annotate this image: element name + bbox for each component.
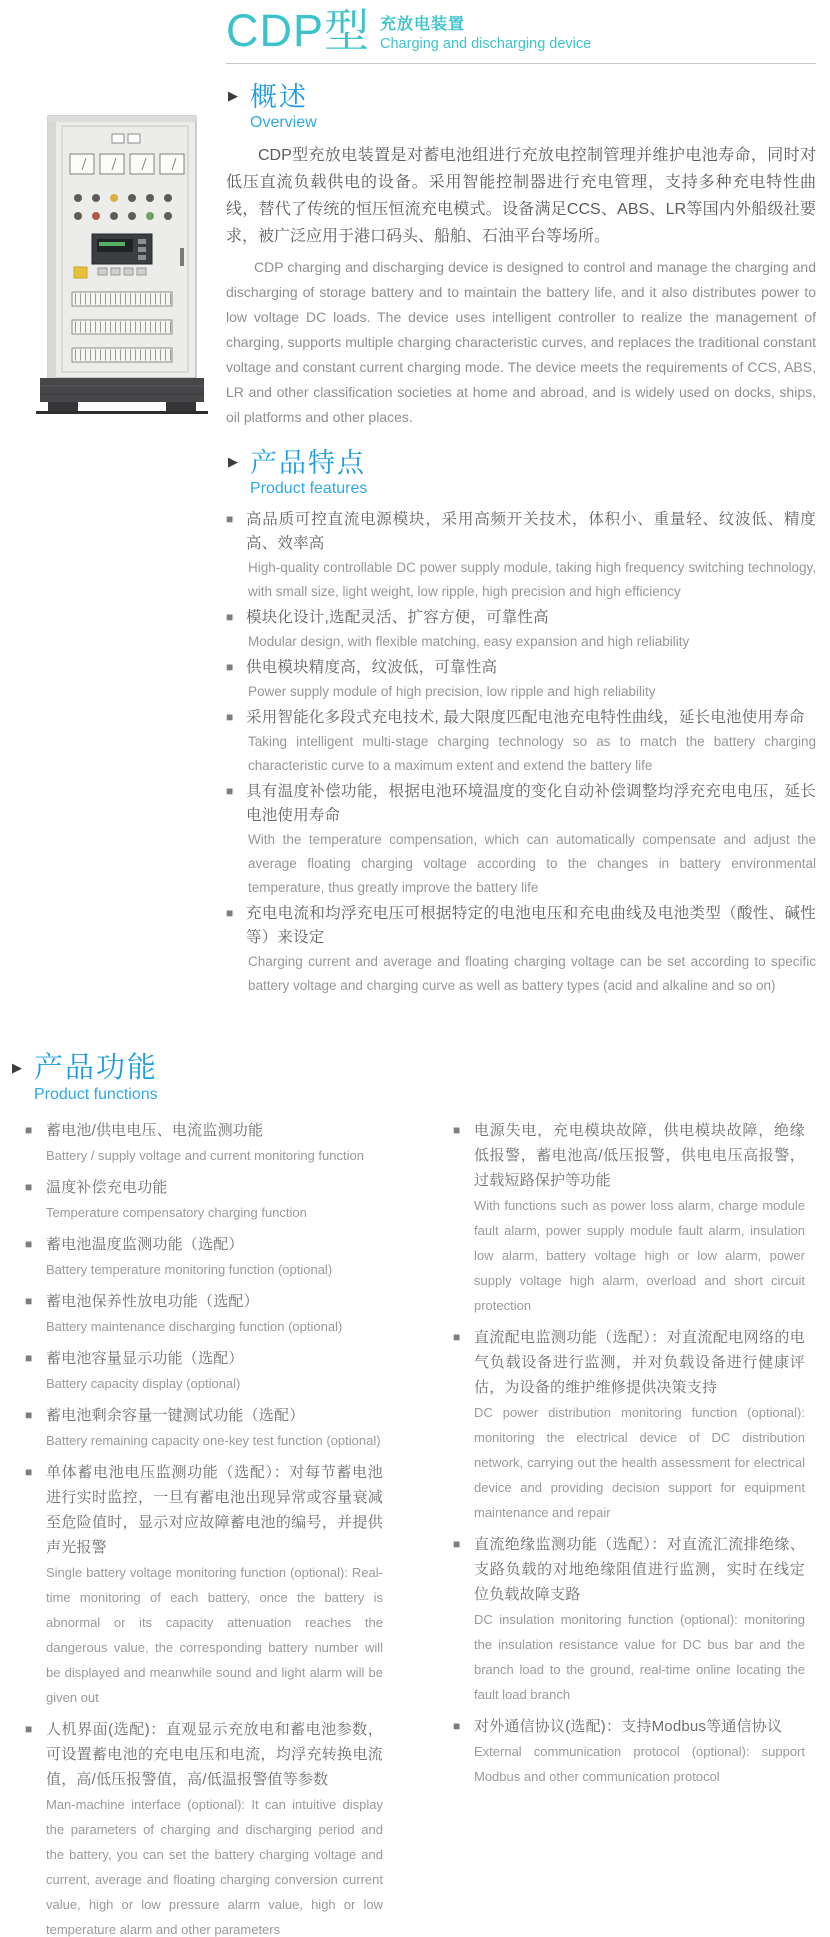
function-text-en: DC insulation monitoring function (optional): monitoring the insulation resistance value for DC bus bar and the branch load to the ground, real-time online locating the fault load branch [474,1612,805,1703]
section-marker-icon: ▶ [12,1060,22,1075]
function-text-cn: 温度补偿充电功能 [46,1179,168,1197]
feature-text-en: With the temperature compensation, which can automatically compensate and adjust the average floating charging voltage according to the changes in battery environmental temperature, thus greatly improve the battery life [248,832,816,896]
bullet-square-icon: ■ [25,1408,33,1423]
product-name-en: Charging and discharging device [380,36,592,52]
feature-text-en: High-quality controllable DC power supply module, taking high frequency switching technology, with small size, light weight, low ripple, high precision and high efficiency [248,560,816,600]
bullet-square-icon: ■ [25,1722,33,1737]
function-text-cn: 蓄电池温度监测功能（选配） [46,1236,244,1254]
features-list [226,508,816,998]
feature-item [226,508,816,604]
function-text-en: Battery remaining capacity one-key test function (optional) [46,1433,381,1449]
functions-columns [10,1118,816,1937]
functions-section-header [10,1052,816,1104]
function-text-cn: 电源失电，充电模块故障，供电模块故障，绝缘低报警，蓄电池高/低压报警，供电电压高报警，过载短路保护等功能 [474,1122,805,1190]
features-section-header [226,448,816,498]
feature-text-en: Taking intelligent multi-stage charging technology so as to match the battery charging characteristic curve to a maximum extent and extend the battery life [248,734,816,774]
bullet-square-icon: ■ [226,610,234,625]
bullet-square-icon: ■ [25,1237,33,1252]
bullet-square-icon: ■ [226,660,234,675]
function-item [453,1118,805,1318]
feature-item [226,606,816,654]
warning-label [74,267,87,278]
function-text-en: Battery temperature monitoring function (optional) [46,1262,333,1278]
functions-title: 产品功能 [34,1052,159,1084]
section-marker-icon: ▶ [228,88,238,103]
feature-item [226,656,816,704]
function-item [25,1346,383,1396]
function-text-en: Battery maintenance discharging function (optional) [46,1319,343,1335]
main-column [226,5,816,998]
function-item [453,1714,805,1789]
function-text-en: With functions such as power loss alarm, charge module fault alarm, power supply module fault alarm, insulation low alarm, battery voltage high or low alarm, power supply voltage high alarm, overload and short circuit protection [474,1198,805,1314]
bullet-square-icon: ■ [25,1294,33,1309]
page-title [226,5,816,56]
features-title: 产品特点 [250,448,366,479]
bullet-square-icon: ■ [453,1719,461,1734]
bullet-square-icon: ■ [25,1351,33,1366]
feature-text-cn: 充电电流和均浮充电压可根据特定的电池电压和充电曲线及电池类型（酸性、碱性等）来设定 [246,905,816,947]
function-item [25,1118,383,1168]
bullet-square-icon: ■ [453,1123,461,1138]
functions-column-right [453,1118,805,1937]
function-item [25,1460,383,1710]
function-text-cn: 蓄电池剩余容量一键测试功能（选配） [46,1407,305,1425]
function-text-en: DC power distribution monitoring function (optional): monitoring the electrical device of DC distribution network, carrying out the health assessment for electrical device and providing decision support for equipment maintenance and repair [474,1405,805,1521]
function-item [25,1403,383,1453]
bullet-square-icon: ■ [226,710,234,725]
cabinet-vents [72,292,172,362]
overview-paragraph-en: CDP charging and discharging device is designed to control and manage the charging and discharging of storage battery and to maintain the battery life, and it also distributes power to low voltage DC loads. The device uses intelligent controller to realize the management of charging, supports multiple charging characteristic curves, and replaces the traditional constant voltage and constant current charging mode. The device meets the requirements of CCS, ABS, LR and other classification societies at home and abroad, and is widely used on docks, ships, oil platforms and other places. [226,259,816,426]
cabinet-base [36,378,208,414]
product-photo [28,110,216,432]
bullet-square-icon: ■ [453,1537,461,1552]
function-text-en: Single battery voltage monitoring function (optional): Real-time monitoring of each battery, once the battery is abnormal or its capacity attenuation reaches the dangerous value, the corresponding battery number will be displayed and meanwhile sound and light alarm will be given out [46,1565,383,1706]
bullet-square-icon: ■ [226,784,234,799]
cabinet-illustration [28,110,216,432]
title-subtitle [380,8,591,52]
function-text-cn: 蓄电池保养性放电功能（选配） [46,1293,259,1311]
bullet-square-icon: ■ [453,1330,461,1345]
bullet-square-icon: ■ [226,512,234,527]
functions-section [10,1052,816,1937]
function-item [25,1289,383,1339]
bullet-square-icon: ■ [25,1465,33,1480]
overview-title: 概述 [250,82,308,112]
features-subtitle: Product features [250,480,368,498]
feature-item [226,902,816,998]
overview-subtitle: Overview [250,114,317,132]
function-text-en: Battery capacity display (optional) [46,1376,241,1392]
function-text-cn: 蓄电池容量显示功能（选配） [46,1350,244,1368]
feature-text-cn: 具有温度补偿功能，根据电池环境温度的变化自动补偿调整均浮充充电电压，延长电池使用寿命 [246,783,816,825]
function-text-en: Battery / supply voltage and current monitoring function [46,1148,364,1164]
function-item [25,1717,383,1937]
function-item [453,1325,805,1525]
feature-text-en: Charging current and average and floating charging voltage can be set according to specific battery voltage and charging curve as well as battery types (acid and alkaline and so on) [248,954,816,994]
feature-item [226,780,816,900]
functions-subtitle: Product functions [34,1086,158,1104]
overview-paragraph-cn: CDP型充放电装置是对蓄电池组进行充放电控制管理并维护电池寿命，同时对低压直流负载供电的设备。采用智能控制器进行充电管理，支持多种充电特性曲线，替代了传统的恒压恒流充电模式。设备满足CCS、ABS、LR等国内外船级社要求，被广泛应用于港口码头、船舶、石油平台等场所。 [226,147,816,246]
function-text-cn: 蓄电池/供电电压、电流监测功能 [46,1122,264,1140]
function-item [25,1232,383,1282]
function-item [453,1532,805,1707]
overview-section-header [226,82,816,132]
feature-text-cn: 供电模块精度高，纹波低，可靠性高 [246,659,498,677]
function-text-en: External communication protocol (optional): support Modbus and other communication protocol [474,1744,805,1785]
function-text-cn: 直流配电监测功能（选配）：对直流配电网络的电气负载设备进行监测，并对负载设备进行健康评估，为设备的维护维修提供决策支持 [474,1329,805,1397]
model-name: CDP型 [226,5,371,56]
function-text-en: Man-machine interface (optional): It can intuitive display the parameters of charging and discharging period and the battery, you can set the battery charging voltage and current, average and floating charging conversion current value, high or low pressure alarm value, high or low temperature alarm and other parameters [46,1797,383,1937]
function-text-cn: 对外通信协议(选配)：支持Modbus等通信协议 [474,1718,783,1736]
feature-item [226,706,816,778]
function-text-cn: 直流绝缘监测功能（选配）：对直流汇流排绝缘、支路负载的对地绝缘阻值进行监测，实时在线定位负载故障支路 [474,1536,805,1604]
functions-column-left [25,1118,383,1937]
section-marker-icon: ▶ [228,454,238,470]
feature-text-cn: 模块化设计,选配灵活、扩容方便，可靠性高 [246,609,549,627]
function-text-cn: 单体蓄电池电压监测功能（选配）：对每节蓄电池进行实时监控，一旦有蓄电池出现异常或容量衰减至危险值时，显示对应故障蓄电池的编号，并提供声光报警 [46,1464,383,1557]
feature-text-en: Power supply module of high precision, low ripple and high reliability [248,684,656,700]
bullet-square-icon: ■ [25,1180,33,1195]
bullet-square-icon: ■ [226,906,234,921]
bullet-square-icon: ■ [25,1123,33,1138]
feature-text-cn: 高品质可控直流电源模块，采用高频开关技术，体积小、重量轻、纹波低、精度高、效率高 [246,511,816,553]
feature-text-en: Modular design, with flexible matching, easy expansion and high reliability [248,634,690,650]
feature-text-cn: 采用智能化多段式充电技术, 最大限度匹配电池充电特性曲线，延长电池使用寿命 [246,709,805,727]
function-text-cn: 人机界面(选配)：直观显示充放电和蓄电池参数，可设置蓄电池的充电电压和电流，均浮充转换电流值，高/低压报警值，高/低温报警值等参数 [46,1721,383,1789]
product-name-cn: 充放电装置 [380,16,466,33]
title-divider [226,63,816,64]
function-text-en: Temperature compensatory charging function [46,1205,307,1221]
function-item [25,1175,383,1225]
